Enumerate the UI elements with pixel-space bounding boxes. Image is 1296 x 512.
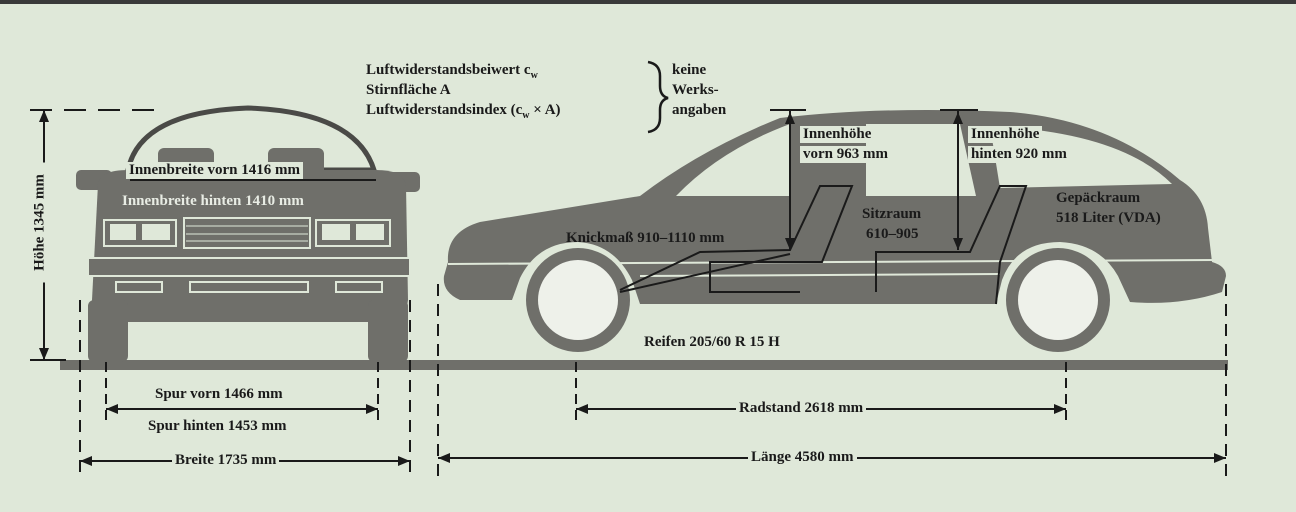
innenbreite-vorn-label: Innenbreite vorn 1416 mm [126, 162, 303, 179]
breite-arrow-right [398, 456, 410, 466]
innenhoehe-vorn-label-2: vorn 963 mm [800, 146, 891, 163]
front-grille [184, 218, 310, 248]
legend-brace [648, 62, 668, 132]
laenge-arrow-right [1214, 453, 1226, 463]
laenge-arrow-left [438, 453, 450, 463]
front-headlight-right-inner-1 [322, 224, 350, 240]
front-view-car [76, 108, 420, 362]
legend-line-cw-sub: w [530, 70, 538, 81]
legend-line-cw [366, 62, 538, 84]
laenge-label: Länge 4580 mm [748, 449, 857, 466]
legend-line-index-pre: Luftwiderstandsindex (c [366, 102, 523, 118]
spur-arrow-right [366, 404, 378, 414]
front-tyre-right [368, 300, 408, 362]
side-wheel-front-rim [538, 260, 618, 340]
breite-arrow-left [80, 456, 92, 466]
sitzraum-label-2: 610–905 [866, 226, 919, 242]
gepaeckraum-label-1: Gepäckraum [1056, 190, 1141, 206]
sitzraum-label-1: Sitzraum [862, 206, 922, 222]
innenbreite-hinten-label: Innenbreite hinten 1410 mm [122, 193, 304, 209]
legend-line-cw-text: Luftwiderstandsbeiwert c [366, 62, 531, 78]
legend-line-index-sub: w [522, 110, 530, 121]
hoehe-label: Höhe 1345 mm [32, 163, 49, 283]
ground-line [60, 360, 1228, 370]
innenhoehe-vorn-label-1: Innenhöhe [800, 126, 874, 143]
brace-note-angaben: angaben [672, 102, 727, 118]
front-headlight-left-inner-1 [110, 224, 136, 240]
spur-hinten-label: Spur hinten 1453 mm [148, 418, 287, 434]
radstand-arrow-right [1054, 404, 1066, 414]
gepaeckraum-label-2: 518 Liter (VDA) [1056, 210, 1161, 226]
hoehe-arrow-bottom [39, 348, 49, 360]
spur-vorn-label: Spur vorn 1466 mm [152, 386, 286, 403]
knickmass-label: Knickmaß 910–1110 mm [566, 230, 725, 246]
legend-line-stirnflaeche: Stirnfläche A [366, 82, 451, 98]
front-headlight-right-inner-2 [356, 224, 384, 240]
brace-note-keine: keine [672, 62, 707, 78]
front-bumper [88, 258, 410, 276]
reifen-label: Reifen 205/60 R 15 H [644, 334, 780, 350]
legend-line-index [366, 102, 561, 124]
radstand-arrow-left [576, 404, 588, 414]
breite-label: Breite 1735 mm [172, 452, 279, 469]
hoehe-arrow-top [39, 110, 49, 122]
innenhoehe-hinten-label-2: hinten 920 mm [968, 146, 1070, 163]
legend-line-index-post: × A) [529, 102, 561, 118]
brace-note-werks: Werks- [672, 82, 719, 98]
side-window-front [676, 124, 790, 196]
radstand-label: Radstand 2618 mm [736, 400, 866, 417]
spur-arrow-left [106, 404, 118, 414]
innenhoehe-hinten-label-1: Innenhöhe [968, 126, 1042, 143]
front-tyre-left [88, 300, 128, 362]
frame-top [0, 0, 1296, 4]
front-headlight-left-inner-2 [142, 224, 170, 240]
side-wheel-rear-rim [1018, 260, 1098, 340]
